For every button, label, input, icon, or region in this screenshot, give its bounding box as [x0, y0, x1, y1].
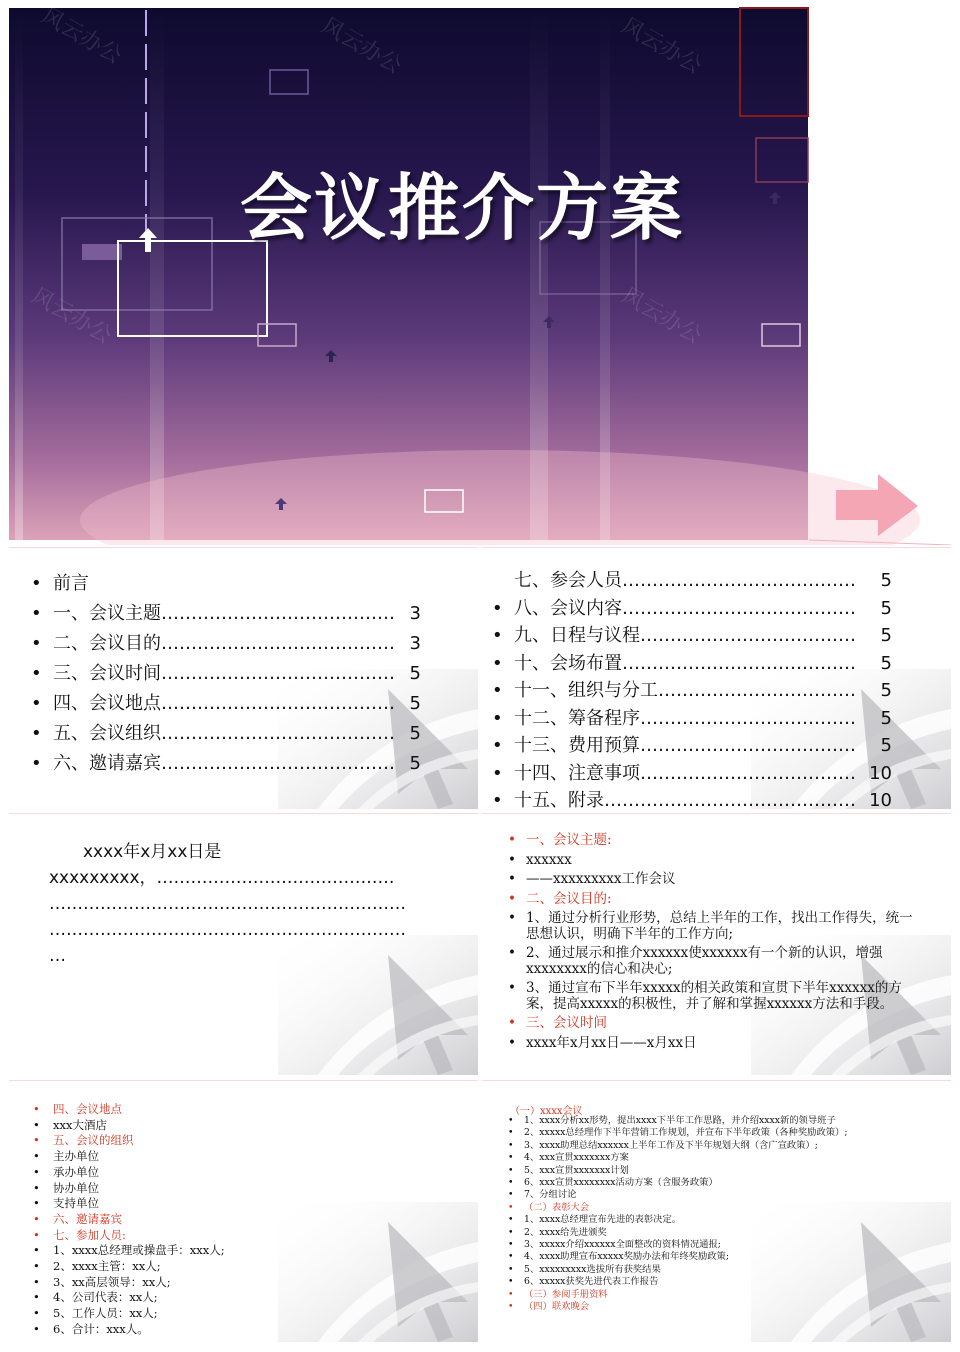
list-item [508, 1189, 938, 1201]
toc-page-number: 5 [409, 723, 421, 744]
section-heading: 四、会议地点 [53, 1102, 122, 1116]
list-item [508, 1115, 938, 1127]
toc-page-number: 5 [880, 735, 892, 756]
bullet-icon: • [492, 680, 503, 701]
bullet-icon: • [33, 1196, 40, 1211]
item-text: 2、xxxx给先进颁奖 [524, 1226, 607, 1238]
preface-text [49, 839, 459, 969]
toc-item [31, 569, 421, 599]
venue-organization-list [33, 1102, 453, 1338]
section-heading: （二）表彰大会 [524, 1201, 590, 1213]
item-text: 主办单位 [53, 1149, 99, 1164]
meeting-content-list [508, 1115, 938, 1314]
toc-label: 八、会议内容………………………………… [514, 597, 856, 619]
up-arrow-icon [542, 314, 556, 328]
item-text: 1、通过分析行业形势，总结上半年的工作，找出工作得失，统一思想认识，明确下半年的工作方向; [526, 910, 913, 942]
toc-item [492, 650, 892, 678]
toc-item [492, 760, 892, 788]
bullet-icon: • [492, 597, 503, 619]
list-item [508, 1227, 938, 1239]
toc-page-number: 3 [409, 603, 421, 624]
section-heading: （三）参阅手册资料 [524, 1288, 608, 1300]
bullet-icon: • [508, 1288, 514, 1300]
section-heading: 六、邀请嘉宾 [53, 1211, 122, 1226]
list-item [33, 1243, 453, 1259]
list-item [508, 1127, 938, 1139]
meeting-content-heading: （一）xxxx会议 [510, 1106, 583, 1117]
theme-purpose-list [508, 833, 918, 1055]
bullet-icon: • [492, 762, 503, 784]
preface-line: xxxx年x月xx日是 [49, 842, 222, 862]
toc-item [31, 749, 421, 779]
bullet-icon: • [508, 1276, 514, 1288]
toc-label: 十一、组织与分工…………………………… [514, 680, 856, 701]
item-text: 5、工作人员：xx人; [53, 1306, 158, 1321]
toc-item [492, 705, 892, 733]
preface-line: … [49, 946, 66, 966]
item-text: 4、xxx宣贯xxxxxxx方案 [524, 1152, 629, 1164]
bullet-icon: • [33, 1227, 40, 1242]
bullet-icon: • [31, 633, 42, 654]
list-item [508, 1214, 938, 1226]
list-item [508, 1016, 918, 1032]
list-item [33, 1275, 453, 1291]
bullet-icon: • [33, 1211, 40, 1226]
item-text: 1、xxxx分析xx形势，提出xxxx下半年工作思路，并介绍xxxx新的领导班子 [524, 1115, 836, 1126]
toc-label: 三、会议时间………………………………… [53, 663, 395, 684]
toc-item [31, 659, 421, 689]
bullet-icon: • [33, 1306, 40, 1321]
list-item [508, 1202, 938, 1214]
item-text: 1、xxxx总经理宣布先进的表彰决定。 [524, 1214, 682, 1226]
bullet-icon: • [31, 693, 42, 714]
bullet-icon: • [33, 1149, 40, 1164]
section-heading: 二、会议目的: [526, 890, 612, 907]
list-item [508, 853, 918, 869]
up-arrow-icon [138, 226, 158, 254]
bullet-icon: • [33, 1164, 40, 1179]
list-item [33, 1290, 453, 1306]
list-item [508, 1165, 938, 1177]
bullet-icon: • [508, 910, 516, 926]
list-item [508, 1289, 938, 1301]
bullet-icon: • [508, 832, 516, 848]
item-text: 3、xx高层领导：xx人; [53, 1274, 171, 1289]
toc-label: 十三、费用预算……………………………… [514, 735, 856, 756]
preface-line: ……………………………………………………… [49, 894, 406, 914]
section-heading: 一、会议主题: [526, 832, 612, 848]
item-text: 1、xxxx总经理或操盘手：xxx人; [53, 1243, 225, 1258]
list-item [508, 1177, 938, 1189]
toc-item [492, 677, 892, 705]
list-item [508, 833, 918, 849]
list-item [508, 1152, 938, 1164]
venue-organization-slide [9, 1080, 478, 1342]
item-text: 6、xxx宣贯xxxxxxxx活动方案（含服务政策） [524, 1177, 718, 1189]
toc-item [492, 732, 892, 760]
toc-item [31, 689, 421, 719]
list-item [33, 1322, 453, 1338]
list-item [33, 1149, 453, 1165]
item-text: 6、xxxxx获奖先进代表工作报告 [524, 1276, 659, 1288]
list-item [508, 1264, 938, 1276]
item-text: 3、xxxx助理总结xxxxxx上半年工作及下半年规划大纲（含广宣政策）; [524, 1139, 818, 1151]
list-item [508, 1239, 938, 1251]
meeting-content-slide [482, 1080, 951, 1342]
toc-label: 前言 [53, 573, 89, 594]
toc-label: 四、会议地点………………………………… [53, 693, 395, 714]
bullet-icon: • [508, 1115, 514, 1126]
bullet-icon: • [508, 1015, 516, 1031]
list-item [33, 1165, 453, 1181]
toc-page-number: 5 [880, 680, 892, 701]
bullet-icon: • [33, 1243, 40, 1258]
list-item [33, 1133, 453, 1149]
list-item [33, 1181, 453, 1197]
bullet-icon: • [492, 735, 503, 756]
list-item [33, 1118, 453, 1134]
toc-page-number: 5 [880, 597, 892, 619]
bullet-icon: • [33, 1117, 40, 1132]
toc-item [31, 599, 421, 629]
bullet-icon: • [508, 1177, 514, 1189]
up-arrow-icon [324, 348, 338, 362]
toc-page-number: 5 [409, 693, 421, 714]
toc-label: 十二、筹备程序……………………………… [514, 707, 856, 729]
list-item [33, 1259, 453, 1275]
preface-line: xxxxxxxxx，…………………………………… [49, 868, 395, 888]
item-text: 7、分组讨论 [524, 1189, 577, 1201]
list-item [508, 1301, 938, 1313]
toc-item [492, 595, 892, 623]
list-item [508, 981, 918, 1012]
section-heading: 三、会议时间 [526, 1015, 607, 1031]
item-text: ——xxxxxxxxx工作会议 [526, 871, 676, 887]
bullet-icon: • [508, 1214, 514, 1226]
bullet-icon: • [492, 707, 503, 729]
bullet-icon: • [33, 1290, 40, 1305]
item-text: 4、公司代表：xx人; [53, 1290, 158, 1305]
toc-page-number: 5 [409, 753, 421, 774]
item-text: 3、通过宣布下半年xxxxx的相关政策和宣贯下半年xxxxxx的方案，提高xxxxx的积极性，并了解和掌握xxxxxx方法和手段。 [526, 980, 902, 1012]
bullet-icon: • [508, 1201, 514, 1213]
bullet-icon: • [31, 663, 42, 684]
toc-item [31, 629, 421, 659]
list-item [508, 1140, 938, 1152]
toc-label: 七、参会人员………………………………… [514, 570, 856, 591]
bullet-icon: • [508, 890, 516, 907]
toc-label: 九、日程与议程……………………………… [514, 625, 856, 646]
bullet-icon: • [31, 723, 42, 744]
item-text: 4、xxxx助理宣布xxxxx奖励办法和年终奖励政策; [524, 1251, 729, 1263]
toc-label: 十、会场布置………………………………… [514, 652, 856, 674]
toc-label: 十四、注意事项……………………………… [514, 762, 856, 784]
bullet-icon: • [508, 1152, 514, 1164]
up-arrow-icon [768, 190, 782, 204]
bullet-icon: • [33, 1259, 40, 1274]
cover-background [0, 0, 960, 545]
toc-slide-left [9, 547, 478, 809]
bullet-icon: • [33, 1133, 40, 1148]
bullet-icon: • [33, 1274, 40, 1289]
bullet-icon: • [33, 1180, 40, 1195]
svg-text:风云办公: 风云办公 [617, 13, 706, 80]
section-heading: 七、参加人员: [53, 1227, 126, 1242]
toc-page-number: 3 [409, 633, 421, 654]
item-text: 6、合计：xxx人。 [53, 1321, 149, 1336]
bullet-icon: • [492, 625, 503, 646]
bullet-icon: • [492, 790, 503, 809]
svg-text:风云办公: 风云办公 [617, 283, 706, 350]
toc-label: 六、邀请嘉宾………………………………… [53, 753, 395, 774]
cover-title: 会议推介方案 [240, 166, 685, 250]
list-item [508, 892, 918, 908]
bullet-icon: • [508, 871, 516, 887]
bullet-icon: • [508, 1263, 514, 1275]
bullet-icon: • [31, 573, 42, 594]
bullet-icon: • [508, 1251, 514, 1263]
item-text: 2、通过展示和推介xxxxxx使xxxxxx有一个新的认识，增强xxxxxxxx的信心和决心; [526, 945, 883, 977]
svg-text:风云办公: 风云办公 [37, 3, 126, 70]
item-text: xxxx年x月xx日——x月xx日 [526, 1034, 697, 1051]
bullet-icon: • [33, 1102, 40, 1116]
item-text: 2、xxxx主管：xx人; [53, 1259, 161, 1274]
toc-item [492, 622, 892, 650]
bullet-icon: • [508, 1034, 516, 1051]
toc-label: 一、会议主题………………………………… [53, 603, 395, 624]
bullet-icon: • [31, 603, 42, 624]
list-item [508, 1251, 938, 1263]
item-text: xxxxxx [526, 851, 572, 868]
list-item [33, 1196, 453, 1212]
bullet-icon: • [508, 1301, 514, 1313]
list-item [33, 1228, 453, 1244]
svg-text:风云办公: 风云办公 [317, 13, 406, 80]
toc-label: 五、会议组织………………………………… [53, 723, 395, 744]
toc-slide-right [482, 547, 951, 809]
toc-page-number: 5 [880, 652, 892, 674]
item-text: xxx大酒店 [53, 1117, 107, 1132]
list-item [508, 911, 918, 942]
toc-label: 十五、附录…………………………………… [514, 790, 856, 809]
up-arrow-icon [274, 496, 288, 510]
toc-page-number: 10 [869, 790, 892, 809]
toc-page-number: 10 [869, 762, 892, 784]
toc-item [31, 719, 421, 749]
bullet-icon: • [508, 1226, 514, 1238]
preface-line: ……………………………………………………… [49, 920, 406, 940]
item-text: 5、xxx宣贯xxxxxxx计划 [524, 1164, 629, 1176]
toc-page-number: 5 [880, 570, 892, 591]
bullet-icon: • [508, 1127, 514, 1139]
list-item [508, 1036, 918, 1052]
list-item [508, 872, 918, 888]
toc-page-number: 5 [880, 625, 892, 646]
toc-page-number: 5 [409, 663, 421, 684]
list-item [508, 1276, 938, 1288]
bullet-icon: • [508, 1239, 514, 1251]
toc-label: 二、会议目的………………………………… [53, 633, 395, 654]
toc-item [492, 567, 892, 595]
bullet-icon: • [508, 980, 516, 996]
bullet-icon: • [492, 652, 503, 674]
bullet-icon: • [508, 945, 516, 961]
item-text: 2、xxxxx总经理作下半年营销工作规划，并宣布下半年政策（各种奖励政策）; [524, 1127, 848, 1139]
toc-list-right [492, 567, 892, 809]
theme-purpose-slide [482, 813, 951, 1075]
list-item [33, 1102, 453, 1118]
cover-slide [0, 0, 960, 545]
toc-page-number: 5 [880, 707, 892, 729]
list-item [33, 1212, 453, 1228]
section-heading: 五、会议的组织 [53, 1133, 134, 1148]
item-text: 协办单位 [53, 1180, 99, 1195]
item-text: 承办单位 [53, 1164, 99, 1179]
svg-text:风云办公: 风云办公 [27, 283, 116, 350]
list-item [33, 1306, 453, 1322]
toc-list-left [31, 569, 421, 779]
preface-slide [9, 813, 478, 1075]
item-text: 3、xxxxx介绍xxxxxx全面整改的资料情况通报; [524, 1239, 721, 1251]
bullet-icon: • [508, 851, 516, 868]
section-heading: （四）联欢晚会 [524, 1301, 590, 1313]
bullet-icon: • [31, 753, 42, 774]
item-text: 5、xxxxxxxxx选拔所有获奖结果 [524, 1263, 661, 1275]
bullet-icon: • [508, 1139, 514, 1151]
bullet-icon: • [33, 1321, 40, 1336]
list-item [508, 946, 918, 977]
bullet-icon: • [508, 1189, 514, 1201]
item-text: 支持单位 [53, 1196, 99, 1211]
bullet-icon: • [508, 1164, 514, 1176]
toc-item [492, 787, 892, 809]
